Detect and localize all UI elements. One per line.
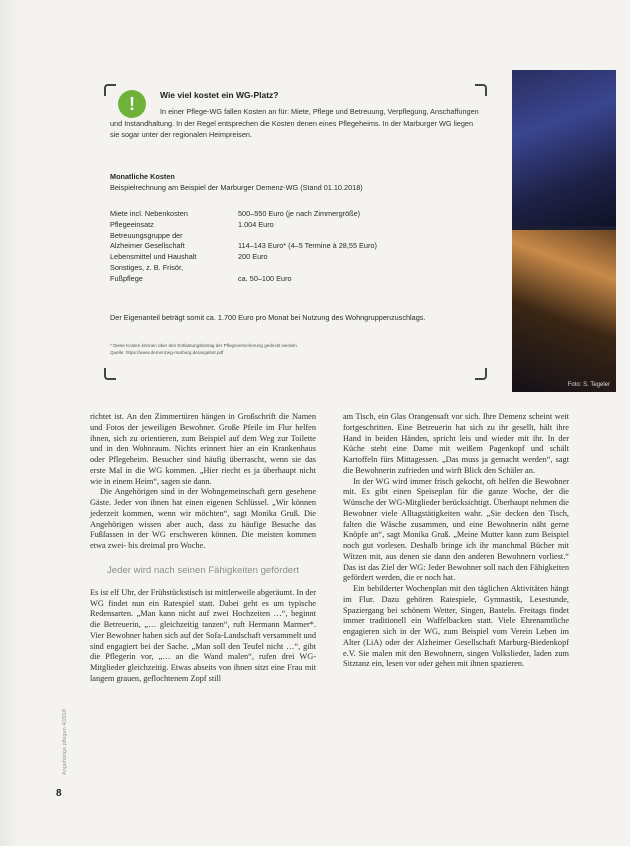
cost-infobox <box>104 84 487 380</box>
cost-label: Pflegeeinsatz <box>110 219 154 229</box>
cost-row <box>110 231 480 242</box>
article-paragraph: richtet ist. An den Zimmertüren hängen in Großschrift die Namen und Fotos der jeweiligen Bewohner. Große Pfeile im Flur helfen ihnen, sich zu orientieren, zum Beispiel auf dem Weg zur Toilette und in den Wohnraum. Nichts erinnert hier an ein Krankenhaus oder Pflegeheim. Besucher sind häufig überrascht, wenn sie das erste Mal in die WG kommen. „Hier riecht es ja überhaupt nicht wie in einem Heim“, sagen sie dann. <box>90 412 316 486</box>
box-corner <box>104 368 116 380</box>
exclamation-icon: ! <box>118 90 146 118</box>
magazine-sidebar-title: Angehörige pflegen 4/2018 <box>62 708 68 775</box>
cost-value: 200 Euro <box>238 252 268 262</box>
box-corner <box>475 84 487 96</box>
cost-label: Lebensmittel und Haushalt <box>110 252 197 262</box>
photo-credit: Foto: S. Tegeler <box>567 382 610 388</box>
cost-value: 1.004 Euro <box>238 219 274 229</box>
footnote-text: * Diese Kosten können über den Entlastungsbetrag der Pflegeversicherung gedeckt werden. <box>110 343 298 348</box>
infobox-intro: In einer Pflege-WG fallen Kosten an für: Miete, Pflege und Betreuung, Verpflegung, Anschaffungen und Instandhaltung. In der Regel entsprechen die Kosten denen eines Pflegeheims. In der Marburger WG liegen sie sogar unter der regionalen Heimpreisen. <box>110 107 479 139</box>
cost-value <box>238 263 480 274</box>
article-paragraph: Es ist elf Uhr, der Frühstückstisch ist mittlerweile abgeräumt. In der WG findet nun ein Ratespiel statt. Dabei geht es um typische Redensarten. „Man kann nicht auf zwei Hochzeiten …“, beginnt die Betreuerin, „… gleichzeitig tanzen“, ruft Hermann Marmer*. Vier Bewohner haben sich auf der Sofa-Landschaft versammelt und sind engagiert bei der Sache. „Man soll den Teufel nicht …“, gibt die Pflegerin vor, „… an die Wand malen“, rufen drei WG-Mitglieder gleichzeitig. Etwas abseits von ihnen sitzt eine Frau mit langem grauen, geflochtenem Zopf still <box>90 587 316 683</box>
cost-label: Sonstiges, z. B. Frisör, <box>110 262 183 272</box>
costs-total: Der Eigenanteil beträgt somit ca. 1.700 Euro pro Monat bei Nutzung des Wohngruppenzuschlags. <box>110 313 426 322</box>
article-subheading: Jeder wird nach seinen Fähigkeiten gefördert <box>107 564 299 576</box>
cost-row <box>110 252 480 263</box>
costs-heading: Monatliche Kosten <box>110 172 175 181</box>
article-paragraph: In der WG wird immer frisch gekocht, oft helfen die Bewohner mit. Es gibt einen Speiseplan für die ganze Woche, der die Wünsche der WG-Mitglieder berücksichtigt. Überhaupt nehmen die Bewohner viele Alltagstätigkeiten wahr. „Sie decken den Tisch, falten die Wäsche zusammen, und eine Bewohnerin näht gerne Knöpfe an“, sagt Monika Gruß. „Meine Mutter kann zum Beispiel noch gut vorlesen. Deshalb bringe ich ihr manchmal Bücher mit Witzen mit, aus denen sie dann den anderen Bewohnern vorliest.“ Das ist das Ziel der WG: Jeder Bewohner soll nach den Fähigkeiten gefördert werden, die er noch hat. <box>343 476 569 583</box>
cost-value <box>238 231 480 242</box>
cost-row <box>110 209 480 220</box>
cost-row <box>110 274 480 285</box>
box-corner <box>475 368 487 380</box>
cost-row <box>110 263 480 274</box>
cost-row <box>110 220 480 231</box>
infobox-title: Wie viel kostet ein WG-Platz? <box>160 90 279 100</box>
photo-room-upper <box>512 70 616 226</box>
cost-label: Alzheimer Gesellschaft <box>110 241 185 251</box>
cost-label: Betreuungsgruppe der <box>110 230 183 240</box>
article-paragraph: Ein bebilderter Wochenplan mit den täglichen Aktivitäten hängt im Flur. Dazu gehören Ratespiele, Gymnastik, Lesestunde, Spaziergang bei schönem Wetter, Singen, Basteln. Freitags findet immer traditionell ein Waffelbacken statt. Viele Ehrenamtliche engagieren sich in der WG, zum Beispiel vom Verein Leben im Alter (LiA) oder der Alzheimer Gesellschaft Marburg-Biedenkopf e.V. Sie malen mit den Bewohnern, singen Volkslieder, laden zum Sitztanz ein, lesen vor oder gehen mit ihnen spazieren. <box>343 584 569 669</box>
cost-label: Fußpflege <box>110 273 143 283</box>
box-corner <box>104 84 116 96</box>
article-paragraph: am Tisch, ein Glas Orangensaft vor sich. Ihre Demenz scheint weit fortgeschritten. Eine Betreuerin hat sich zu ihr gesellt, hält ihre Hand in beiden Händen, spricht leis und wieder mit ihr. In der Küche steht eine Dame mit weißem Pagenkopf und schält Kartoffeln fürs Mittagessen. „Das muss ja gemacht werden“, sagt die Bewohnerin zufrieden und wirft Blick den Schäler an. <box>343 412 569 475</box>
article-column-right <box>343 412 569 670</box>
costs-table <box>110 209 480 285</box>
cost-label: Miete incl. Nebenkosten <box>110 209 188 218</box>
cost-value: 114–143 Euro* (4–5 Termine à 28,55 Euro) <box>238 241 377 251</box>
footnote-source: Quelle: https://www.demenzwg-marburg.de/angebot.pdf <box>110 350 224 355</box>
photo-strip <box>512 70 616 392</box>
article-paragraph: Die Angehörigen sind in der Wohngemeinschaft gern gesehene Gäste. Jeder von ihnen hat einen eigenen Schlüssel. „Wir können jederzeit kommen, wenn wir möchten“, sagt Monika Gruß. Die Angehörigen wissen aber auch, dass zu häufige Besuche das Fußfassen in der WG erschweren können. Die meisten kommen etwa zwei- bis dreimal pro Woche. <box>90 487 316 550</box>
photo-room-lower <box>512 230 616 392</box>
cost-value: 500–550 Euro (je nach Zimmergröße) <box>238 209 361 218</box>
page-number: 8 <box>56 788 62 799</box>
cost-value: ca. 50–100 Euro <box>238 273 292 283</box>
cost-row <box>110 241 480 252</box>
costs-subheading: Beispielrechnung am Beispiel der Marburger Demenz-WG (Stand 01.10.2018) <box>110 183 363 192</box>
footnote <box>110 342 480 356</box>
article-column-left <box>90 412 316 685</box>
